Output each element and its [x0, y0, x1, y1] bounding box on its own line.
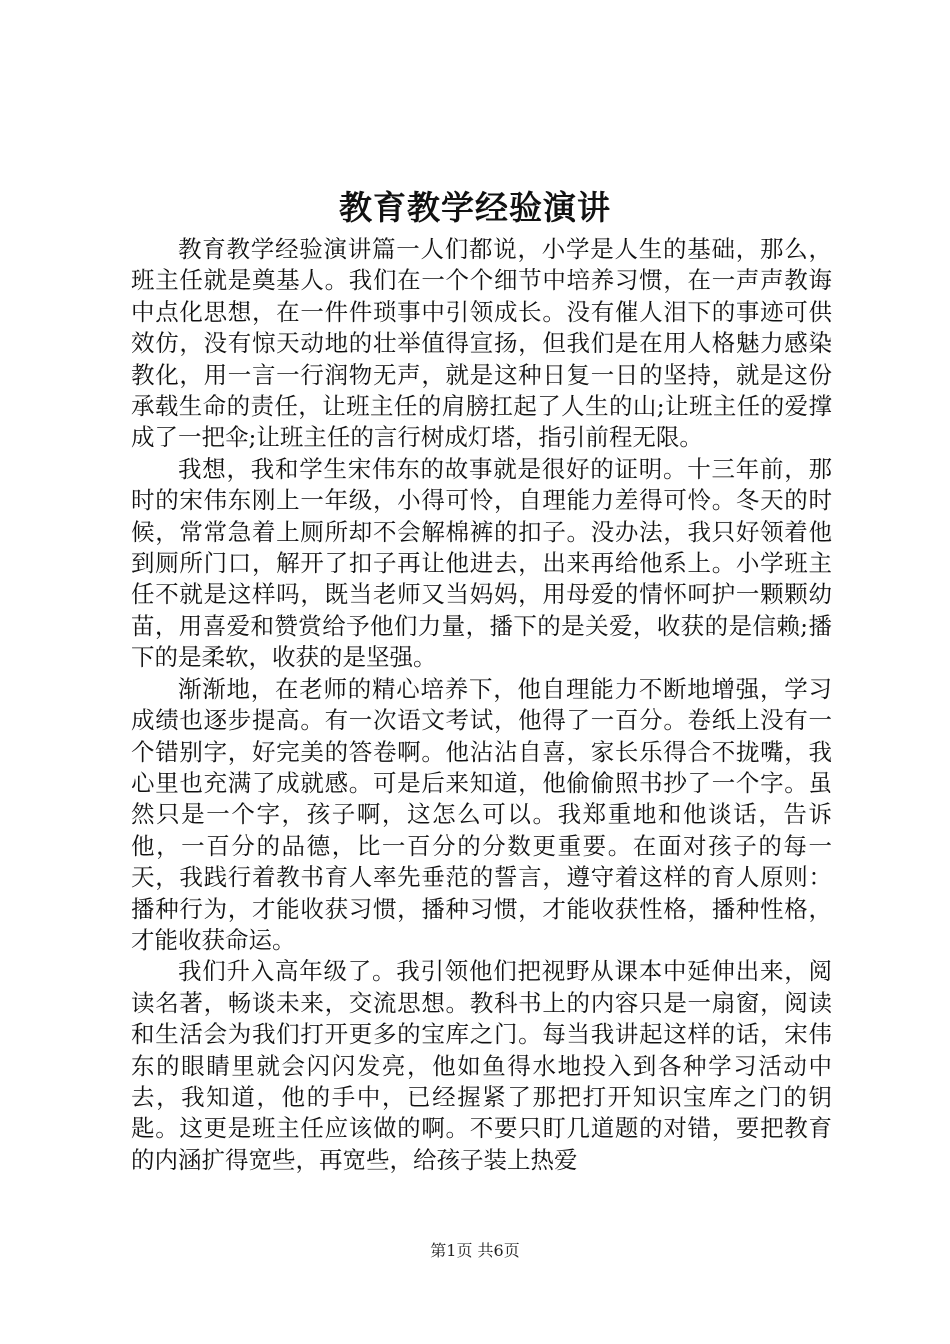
paragraph-3: 渐渐地，在老师的精心培养下，他自理能力不断地增强，学习成绩也逐步提高。有一次语文考试，他得了一百分。卷纸上没有一个错别字，好完美的答卷啊。他沾沾自喜，家长乐得合不拢嘴，我心里也充满了成就感。可是后来知道，他偷偷照书抄了一个字。虽然只是一个字，孩子啊，这怎么可以。我郑重地和他谈话，告诉他，一百分的品德，比一百分的分数更重要。在面对孩子的每一天，我践行着教书育人率先垂范的誓言，遵守着这样的育人原则：播种行为，才能收获习惯，播种习惯，才能收获性格，播种性格，才能收获命运。 [131, 674, 832, 954]
paragraph-2: 我想，我和学生宋伟东的故事就是很好的证明。十三年前，那时的宋伟东刚上一年级，小得可怜，自理能力差得可怜。冬天的时候，常常急着上厕所却不会解棉裤的扣子。没办法，我只好领着他到厕所门口，解开了扣子再让他进去，出来再给他系上。小学班主任不就是这样吗，既当老师又当妈妈，用母爱的情怀呵护一颗颗幼苗，用喜爱和赞赏给予他们力量，播下的是关爱，收获的是信赖;播下的是柔软，收获的是坚强。 [131, 454, 832, 672]
document-title: 教育教学经验演讲 [339, 188, 611, 227]
page-footer: 第1页 共6页 [430, 1241, 520, 1260]
document-body [131, 234, 832, 1176]
paragraph-4: 我们升入高年级了。我引领他们把视野从课本中延伸出来，阅读名著，畅谈未来，交流思想。教科书上的内容只是一扇窗，阅读和生活会为我们打开更多的宝库之门。每当我讲起这样的话，宋伟东的眼睛里就会闪闪发亮，他如鱼得水地投入到各种学习活动中去，我知道，他的手中，已经握紧了那把打开知识宝库之门的钥匙。这更是班主任应该做的啊。不要只盯几道题的对错，要把教育的内涵扩得宽些，再宽些，给孩子装上热爱 [131, 957, 832, 1174]
paragraph-1: 教育教学经验演讲篇一人们都说，小学是人生的基础，那么，班主任就是奠基人。我们在一个个细节中培养习惯，在一声声教诲中点化思想，在一件件琐事中引领成长。没有催人泪下的事迹可供效仿，没有惊天动地的壮举值得宣扬，但我们是在用人格魅力感染教化，用一言一行润物无声，就是这种日复一日的坚持，就是这份承载生命的责任，让班主任的肩膀扛起了人生的山;让班主任的爱撑成了一把伞;让班主任的言行树成灯塔，指引前程无限。 [131, 235, 832, 452]
